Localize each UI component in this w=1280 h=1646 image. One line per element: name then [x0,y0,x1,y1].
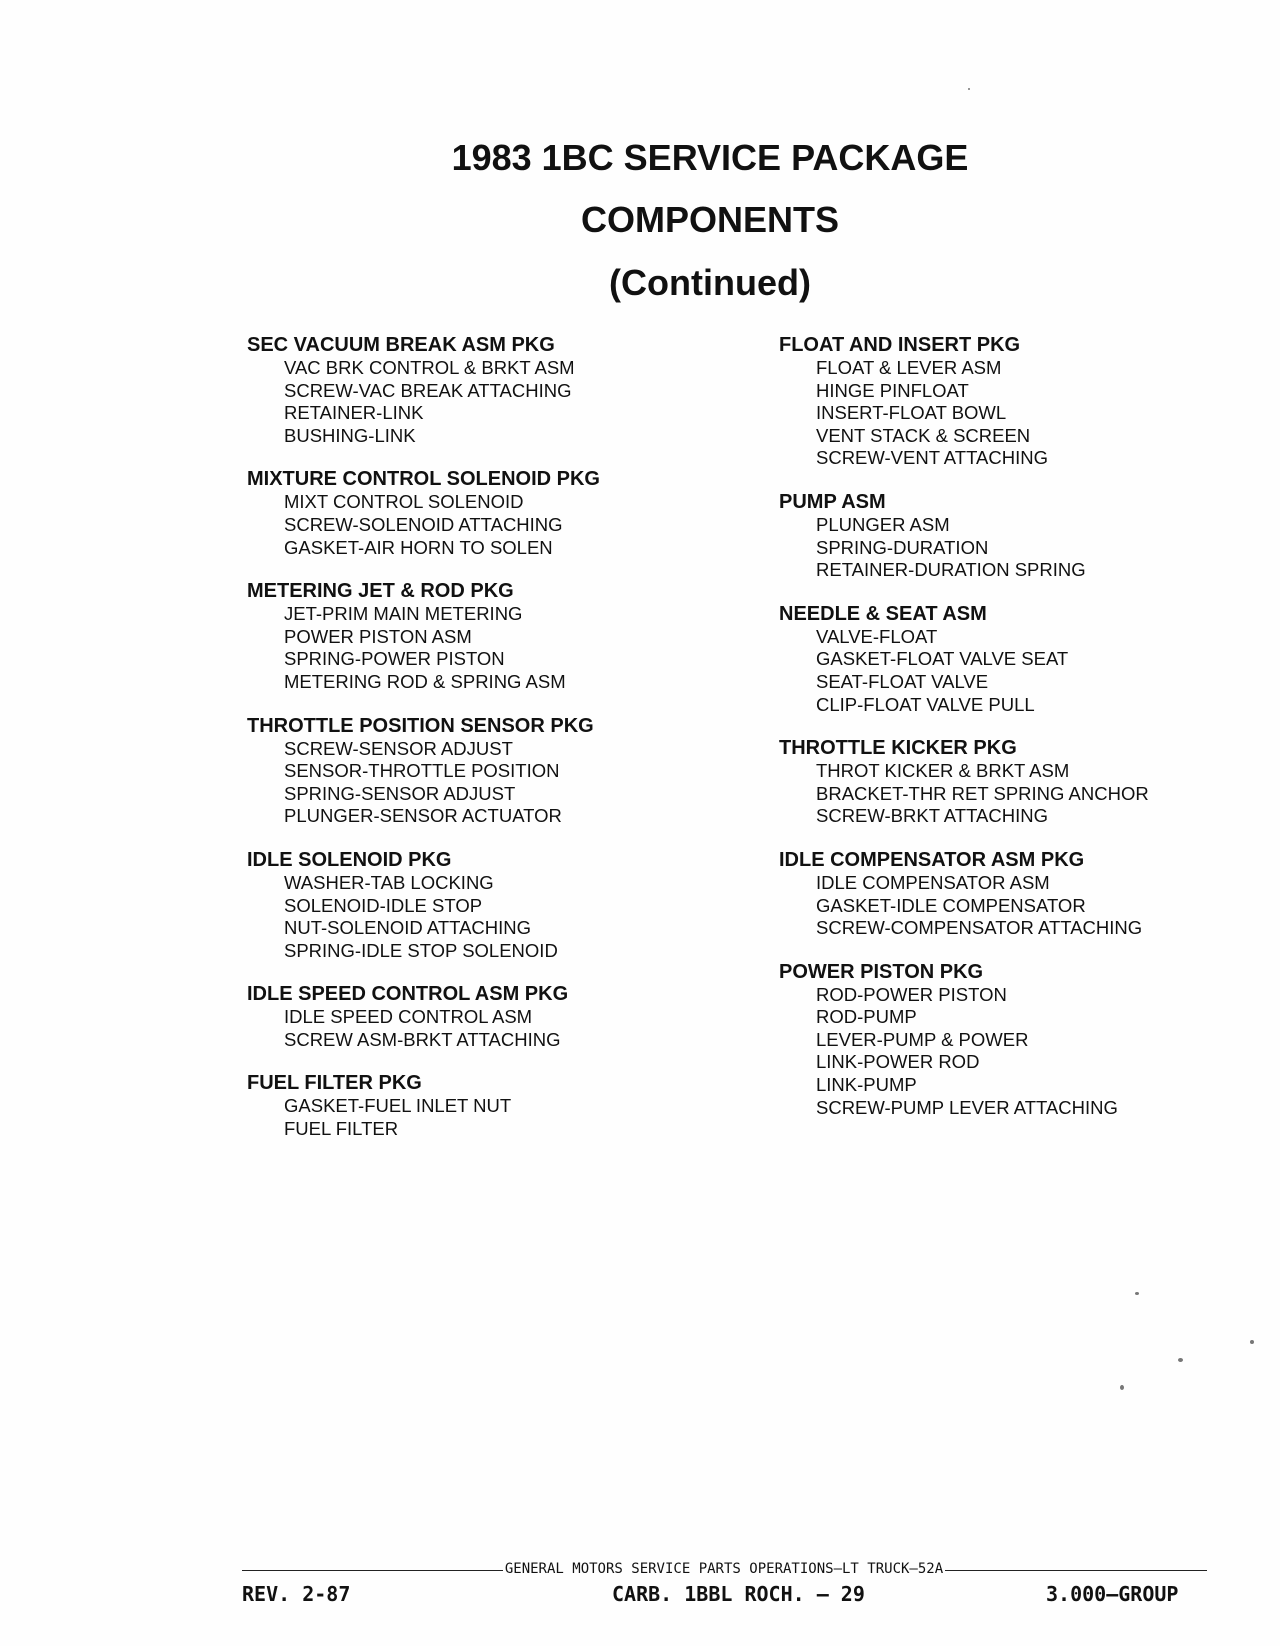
package-section [247,333,667,447]
package-item-list [779,984,1239,1120]
package-item: PLUNGER ASM [816,513,950,535]
package-item: SOLENOID-IDLE STOP [284,894,483,916]
package-section [779,490,1239,582]
package-item: IDLE SPEED CONTROL ASM [284,1006,533,1028]
package-section [779,848,1239,940]
package-item-list [247,1095,667,1140]
package-item: POWER PISTON ASM [284,625,472,647]
footer-group-label: 3.000—GROUP [1046,1582,1179,1606]
package-item-list [247,491,667,559]
package-item: LINK-PUMP [816,1074,917,1096]
package-item: HINGE PINFLOAT [816,379,969,401]
package-title: FLOAT AND INSERT PKG [779,334,1021,356]
package-item: SENSOR-THROTTLE POSITION [284,760,560,782]
package-item-list [247,738,667,828]
package-item: SPRING-POWER PISTON [284,648,505,670]
package-item-list [247,603,667,693]
package-section [247,848,667,962]
package-item: NUT-SOLENOID ATTACHING [284,917,532,939]
package-item: BUSHING-LINK [284,424,416,446]
package-item: GASKET-IDLE COMPENSATOR [816,894,1086,916]
package-item: SPRING-SENSOR ADJUST [284,782,516,804]
package-item: GASKET-FLOAT VALVE SEAT [816,648,1069,670]
package-title: POWER PISTON PKG [779,960,984,983]
package-item-list [779,357,1239,470]
package-item: SEAT-FLOAT VALVE [816,670,989,692]
package-item: SCREW ASM-BRKT ATTACHING [284,1028,561,1050]
package-section [247,467,667,559]
package-section [779,736,1239,828]
package-title: THROTTLE POSITION SENSOR PKG [247,714,594,737]
package-item: BRACKET-THR RET SPRING ANCHOR [816,782,1149,804]
footer-page-label: CARB. 1BBL ROCH. — 29 [612,1582,865,1606]
scan-speck [1178,1358,1183,1362]
package-item: SCREW-PUMP LEVER ATTACHING [816,1096,1118,1118]
footer-publisher-text: GENERAL MOTORS SERVICE PARTS OPERATIONS—LT TRUCK—52A [504,1561,944,1577]
package-title: SEC VACUUM BREAK ASM PKG [247,334,555,356]
package-title: NEEDLE & SEAT ASM [779,602,987,625]
page-title-line-2: COMPONENTS [580,199,839,240]
package-item: INSERT-FLOAT BOWL [816,402,1007,424]
package-item: RETAINER-DURATION SPRING [816,559,1086,581]
package-item: LEVER-PUMP & POWER [816,1028,1029,1050]
package-item: RETAINER-LINK [284,402,424,424]
package-item: SCREW-COMPENSATOR ATTACHING [816,917,1143,939]
package-item: SCREW-VENT ATTACHING [816,447,1048,469]
package-item: SCREW-BRKT ATTACHING [816,805,1048,827]
package-item: SCREW-SENSOR ADJUST [284,737,513,759]
package-section [247,579,667,693]
package-item: VAC BRK CONTROL & BRKT ASM [284,357,575,378]
package-section [779,960,1239,1120]
scan-speck [1120,1385,1124,1390]
package-item: FLOAT & LEVER ASM [816,357,1002,378]
package-title: IDLE SPEED CONTROL ASM PKG [247,983,569,1006]
package-item-list [779,626,1239,716]
package-item: THROT KICKER & BRKT ASM [816,760,1070,782]
page-title-line-1: 1983 1BC SERVICE PACKAGE [451,137,969,178]
package-item: ROD-POWER PISTON [816,983,1007,1005]
package-item: JET-PRIM MAIN METERING [284,603,523,625]
package-item-list [779,514,1239,582]
package-item-list [247,357,667,447]
package-title: FUEL FILTER PKG [247,1072,422,1095]
package-title: PUMP ASM [779,490,886,513]
package-item: FUEL FILTER [284,1118,399,1140]
right-package-column [779,333,1239,1139]
package-title: IDLE SOLENOID PKG [247,848,452,871]
scan-speck [1135,1292,1139,1295]
package-title: MIXTURE CONTROL SOLENOID PKG [247,468,600,491]
package-title: THROTTLE KICKER PKG [779,737,1017,760]
package-item: VENT STACK & SCREEN [816,424,1031,446]
package-item: SPRING-DURATION [816,536,989,558]
package-item: CLIP-FLOAT VALVE PULL [816,693,1035,715]
package-item-list [779,760,1239,828]
package-item: WASHER-TAB LOCKING [284,871,494,893]
package-item-list [247,1006,667,1051]
scan-speck [1250,1340,1254,1344]
footer-revision: REV. 2-87 [242,1582,351,1606]
package-section [779,602,1239,716]
package-item: VALVE-FLOAT [816,625,938,647]
package-section [247,982,667,1051]
scan-speck [968,88,970,90]
package-item-list [779,872,1239,940]
left-package-column [247,333,667,1161]
package-item: LINK-POWER ROD [816,1051,980,1073]
package-section [247,714,667,828]
package-item-list [247,872,667,962]
page-title-line-3: (Continued) [609,262,811,303]
package-title: IDLE COMPENSATOR ASM PKG [779,848,1085,871]
package-section [779,333,1239,470]
package-item: MIXT CONTROL SOLENOID [284,491,524,513]
package-title: METERING JET & ROD PKG [247,580,514,603]
package-item: PLUNGER-SENSOR ACTUATOR [284,805,562,827]
package-item: IDLE COMPENSATOR ASM [816,871,1050,893]
package-item: ROD-PUMP [816,1006,917,1028]
package-section [247,1071,667,1140]
package-item: SCREW-VAC BREAK ATTACHING [284,379,572,401]
package-item: SPRING-IDLE STOP SOLENOID [284,939,558,961]
package-item: GASKET-FUEL INLET NUT [284,1095,512,1117]
package-item: METERING ROD & SPRING ASM [284,670,566,692]
footer-publisher-line [0,1560,1280,1578]
package-item: SCREW-SOLENOID ATTACHING [284,513,563,535]
package-item: GASKET-AIR HORN TO SOLEN [284,536,553,558]
